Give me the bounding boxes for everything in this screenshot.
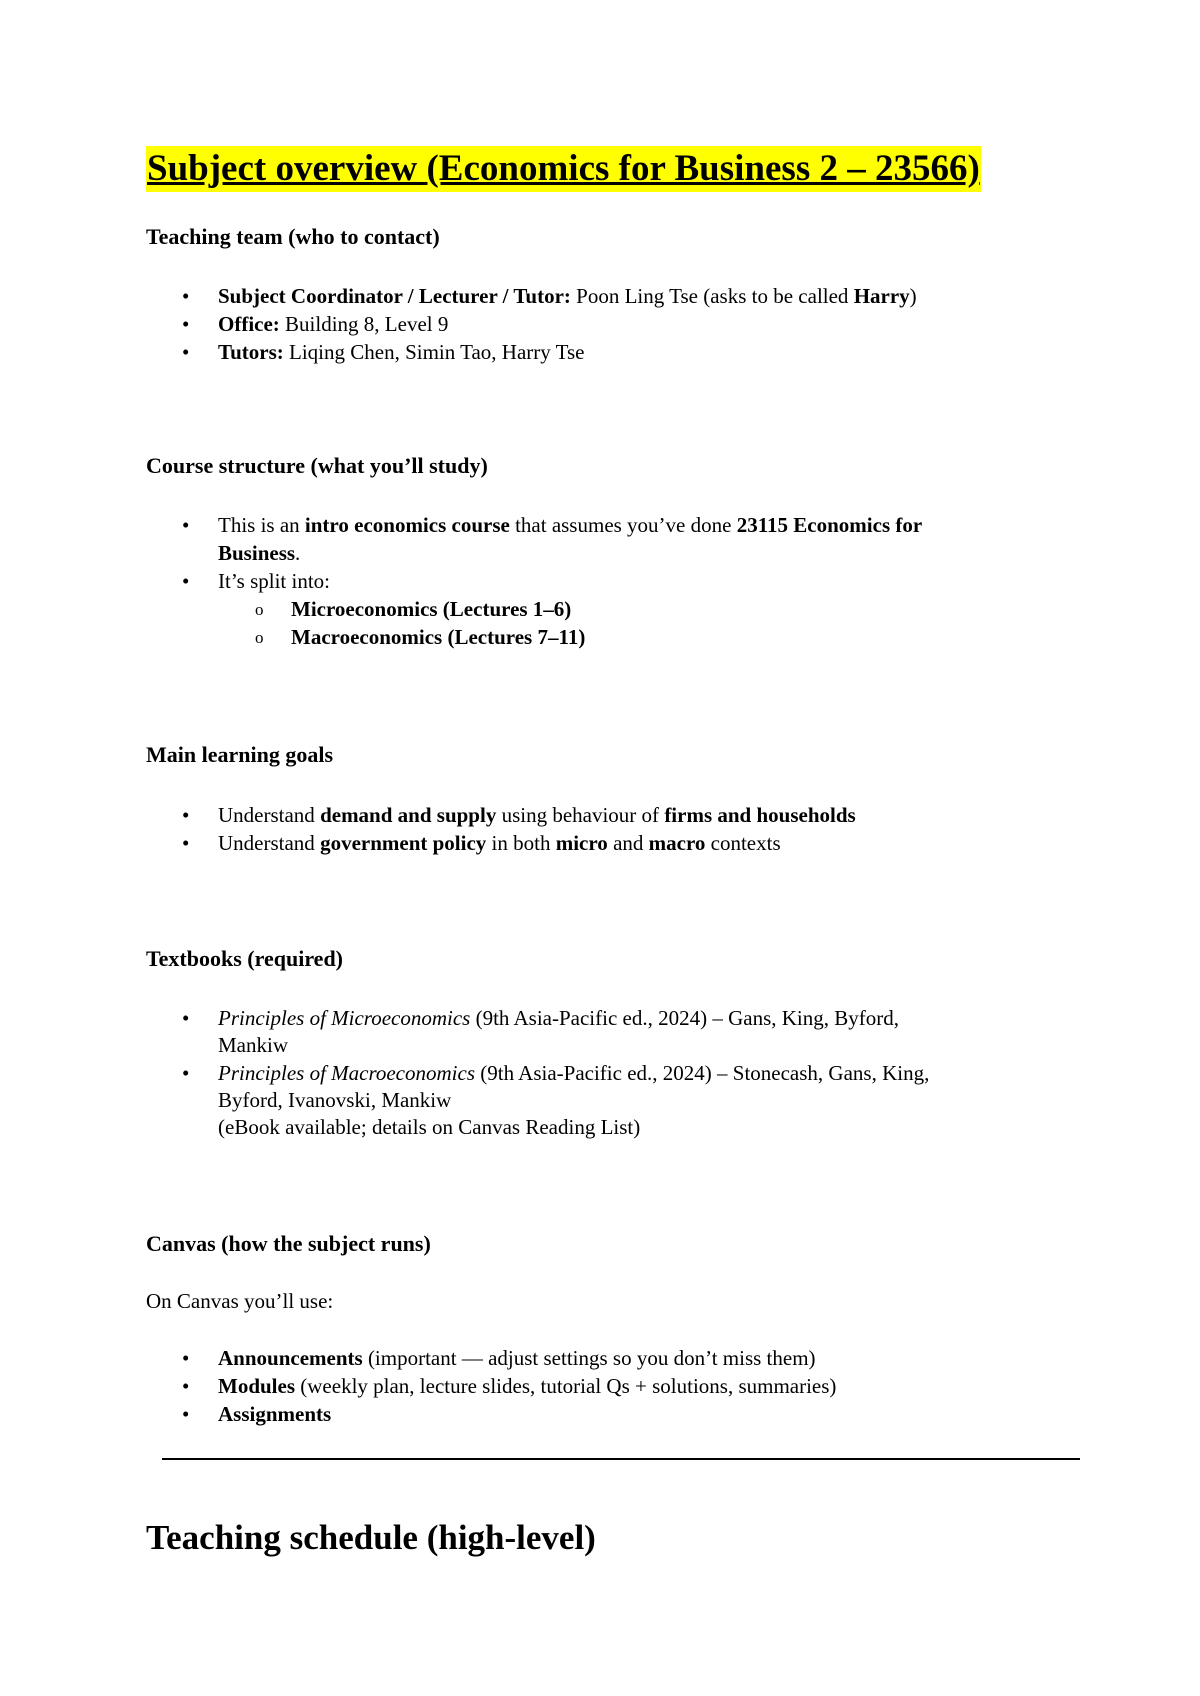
- item-text: Poon Ling Tse (asks to be called: [570, 284, 854, 308]
- teaching-schedule-heading: Teaching schedule (high-level): [146, 1518, 596, 1557]
- course-structure-heading: Course structure (what you’ll study): [146, 453, 488, 478]
- item-bold: Harry: [853, 284, 910, 308]
- item-label: Subject Coordinator / Lecturer / Tutor:: [218, 284, 571, 308]
- list-item-coordinator: [218, 282, 917, 310]
- list-item-demand-supply: [218, 801, 856, 829]
- ebook-note: (eBook available; details on Canvas Reading List): [218, 1115, 641, 1139]
- item-text: that assumes you’ve done: [509, 513, 737, 537]
- item-bold: micro: [555, 831, 608, 855]
- item-text: (9th Asia-Pacific ed., 2024) – Stonecash, Gans, King,: [475, 1061, 930, 1085]
- item-bold: firms and households: [664, 803, 856, 827]
- item-text: and: [607, 831, 649, 855]
- item-text: Liqing Chen, Simin Tao, Harry Tse: [283, 340, 585, 364]
- item-text: Understand: [218, 831, 321, 855]
- item-bold: 23115 Economics for: [736, 513, 923, 537]
- list-item-continuation: Mankiw: [218, 1033, 288, 1057]
- sub-bullet: o: [255, 600, 264, 619]
- item-text: Understand: [218, 803, 321, 827]
- book-title: Principles of Microeconomics: [218, 1006, 471, 1030]
- item-text: Building 8, Level 9: [279, 312, 449, 336]
- bullet: •: [182, 1346, 190, 1370]
- list-item-continuation: Byford, Ivanovski, Mankiw: [218, 1088, 452, 1112]
- item-end: ): [909, 284, 917, 308]
- list-item-assignments: [218, 1400, 331, 1428]
- bullet: •: [182, 803, 190, 827]
- item-label: Office:: [218, 312, 280, 336]
- item-label: Tutors:: [218, 340, 284, 364]
- page-title: Subject overview (Economics for Business 2 – 23566): [146, 146, 981, 192]
- list-item-textbook-macro: [218, 1059, 929, 1087]
- canvas-intro: On Canvas you’ll use:: [146, 1289, 334, 1313]
- bullet: •: [182, 340, 190, 364]
- canvas-heading: Canvas (how the subject runs): [146, 1231, 431, 1256]
- bullet: •: [182, 513, 190, 537]
- item-text: This is an: [218, 513, 305, 537]
- list-item-government-policy: [218, 829, 781, 857]
- item-bold: government policy: [320, 831, 487, 855]
- sub-list-item-macro: Macroeconomics (Lectures 7–11): [291, 625, 586, 649]
- sub-bullet: o: [255, 628, 264, 647]
- learning-goals-heading: Main learning goals: [146, 742, 334, 767]
- bullet: •: [182, 831, 190, 855]
- book-title: Principles of Macroeconomics: [218, 1061, 475, 1085]
- list-item-textbook-micro: [218, 1004, 899, 1032]
- list-item-modules: [218, 1372, 836, 1400]
- list-item-office: [218, 310, 448, 338]
- item-text: contexts: [705, 831, 781, 855]
- bullet: •: [182, 1402, 190, 1426]
- bullet: •: [182, 284, 190, 308]
- item-text: (9th Asia-Pacific ed., 2024) – Gans, King, Byford,: [470, 1006, 900, 1030]
- sub-list-item-micro: Microeconomics (Lectures 1–6): [291, 597, 572, 621]
- bullet: •: [182, 1374, 190, 1398]
- item-label: Modules: [218, 1374, 296, 1398]
- item-bold: Business: [218, 541, 296, 565]
- list-item-intro-course: [218, 511, 922, 539]
- item-bold: demand and supply: [320, 803, 497, 827]
- item-text: in both: [486, 831, 556, 855]
- item-text: using behaviour of: [496, 803, 665, 827]
- item-text: (weekly plan, lecture slides, tutorial Qs + solutions, summaries): [295, 1374, 837, 1398]
- bullet: •: [182, 1006, 190, 1030]
- list-item-tutors: [218, 338, 585, 366]
- textbooks-heading: Textbooks (required): [146, 946, 344, 971]
- horizontal-rule: [162, 1458, 1080, 1460]
- item-bold: intro economics course: [304, 513, 510, 537]
- item-label: Announcements: [218, 1346, 363, 1370]
- list-item-announcements: [218, 1344, 816, 1372]
- list-item-split: It’s split into:: [218, 569, 331, 593]
- teaching-team-heading: Teaching team (who to contact): [146, 224, 440, 249]
- item-bold: macro: [648, 831, 706, 855]
- bullet: •: [182, 569, 190, 593]
- item-text: .: [295, 541, 301, 565]
- item-text: (important — adjust settings so you don’t miss them): [362, 1346, 816, 1370]
- bullet: •: [182, 1061, 190, 1085]
- list-item-continuation: [218, 539, 300, 567]
- item-label: Assignments: [218, 1402, 332, 1426]
- bullet: •: [182, 312, 190, 336]
